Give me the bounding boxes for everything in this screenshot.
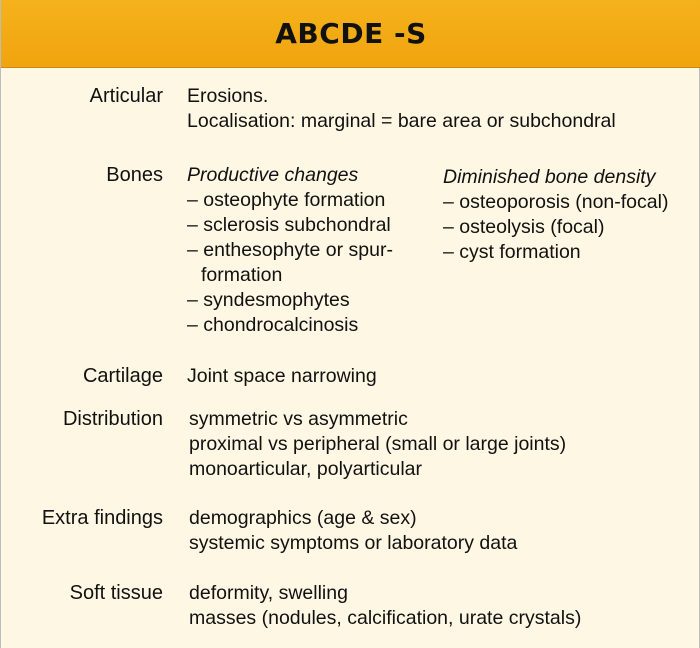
bones-diminished — [443, 165, 668, 265]
extra-findings-line: demographics (age & sex) — [189, 507, 417, 529]
soft-tissue-line: masses (nodules, calcification, urate crystals) — [189, 607, 582, 629]
productive-item: formation — [201, 264, 283, 286]
diminished-item: – cyst formation — [443, 241, 581, 263]
extra-findings-content — [189, 506, 517, 556]
distribution-label: Distribution — [62, 408, 163, 430]
soft-tissue-label: Soft tissue — [69, 582, 163, 604]
bones-label: Bones — [106, 164, 163, 186]
diminished-item: – osteolysis (focal) — [443, 216, 605, 238]
cartilage-line: Joint space narrowing — [187, 365, 377, 387]
diminished-heading: Diminished bone density — [443, 166, 656, 188]
productive-heading: Productive changes — [187, 164, 359, 186]
title-banner — [1, 0, 700, 68]
bones-productive — [187, 163, 393, 338]
productive-item: – osteophyte formation — [187, 189, 386, 211]
diminished-item: – osteoporosis (non-focal) — [443, 191, 669, 213]
extra-findings-line: systemic symptoms or laboratory data — [189, 532, 518, 554]
articular-label: Articular — [89, 85, 163, 107]
articular-line: Localisation: marginal = bare area or subchondral — [187, 110, 616, 132]
distribution-content — [189, 407, 566, 482]
articular-line: Erosions. — [187, 85, 269, 107]
articular-content — [187, 84, 616, 134]
distribution-line: symmetric vs asymmetric — [189, 408, 408, 430]
extra-findings-label: Extra findings — [41, 507, 163, 529]
productive-item: – enthesophyte or spur- — [187, 239, 393, 261]
page-title: ABCDE -S — [275, 17, 427, 50]
soft-tissue-line: deformity, swelling — [189, 582, 348, 604]
productive-item: – syndesmophytes — [187, 289, 350, 311]
distribution-line: monoarticular, polyarticular — [189, 458, 423, 480]
distribution-line: proximal vs peripheral (small or large joints) — [189, 433, 567, 455]
cartilage-label: Cartilage — [82, 365, 163, 387]
productive-item: – sclerosis subchondral — [187, 214, 391, 236]
soft-tissue-content — [189, 581, 581, 631]
productive-item: – chondrocalcinosis — [187, 314, 359, 336]
cartilage-content — [187, 364, 377, 389]
